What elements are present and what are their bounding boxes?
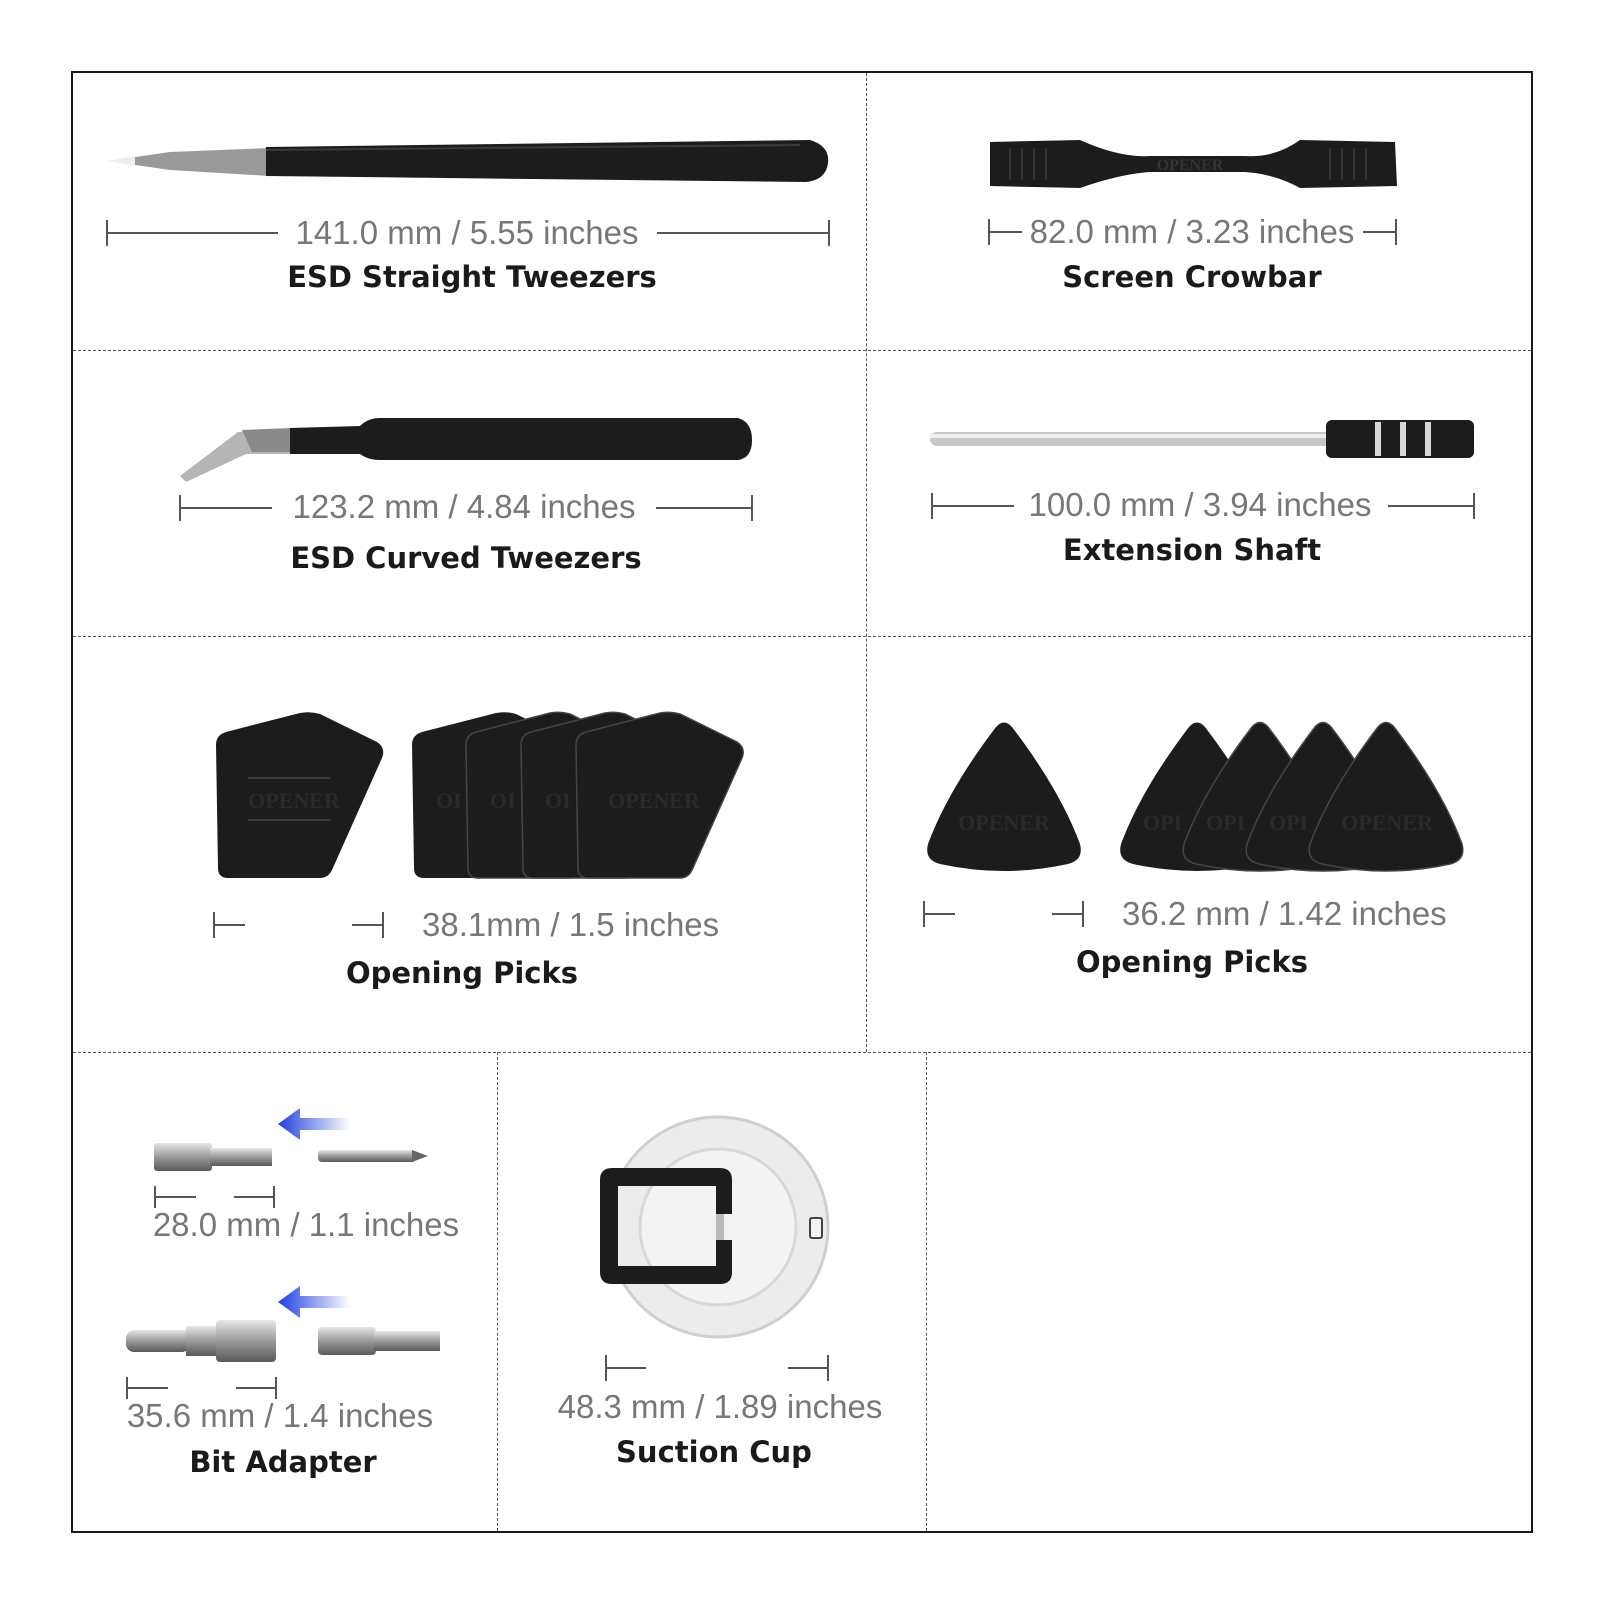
dimension-label: 82.0 mm / 3.23 inches [1029, 213, 1355, 250]
pick-engraving: OI [545, 788, 571, 813]
pick-engraving: OI [436, 788, 462, 813]
product-name: Bit Adapter [189, 1445, 377, 1479]
product-name: ESD Straight Tweezers [287, 260, 657, 294]
dimension-label: 28.0 mm / 1.1 inches [152, 1206, 460, 1243]
product-name: Extension Shaft [1062, 533, 1322, 567]
crowbar-engraving: OPENER [1156, 157, 1224, 174]
suction-cup-image [600, 1117, 828, 1337]
product-name: ESD Curved Tweezers [290, 541, 642, 575]
pick-engraving: OI [490, 788, 516, 813]
pick-engraving: OPI [1143, 810, 1183, 835]
pick-engraving: OPI [1206, 810, 1246, 835]
product-name: Opening Picks [345, 956, 579, 990]
dimension-line [606, 1355, 828, 1381]
pick-engraving: OPENER [608, 788, 700, 813]
dimension-label: 100.0 mm / 3.94 inches [1028, 486, 1372, 523]
pick-engraving: OPENER [248, 788, 340, 813]
product-name: Screen Crowbar [1062, 260, 1322, 294]
pick-engraving: OPENER [1341, 810, 1433, 835]
pick-engraving: OPENER [958, 810, 1050, 835]
pick-engraving: OPI [1269, 810, 1309, 835]
product-name: Opening Picks [1075, 945, 1309, 979]
product-name: Suction Cup [616, 1435, 812, 1469]
dimension-label: 48.3 mm / 1.89 inches [557, 1388, 883, 1425]
dimension-label: 36.2 mm / 1.42 inches [1122, 895, 1447, 932]
dimension-label: 141.0 mm / 5.55 inches [295, 214, 639, 251]
dimension-label: 35.6 mm / 1.4 inches [126, 1397, 434, 1434]
dimension-label: 123.2 mm / 4.84 inches [292, 488, 636, 525]
dimension-label: 38.1mm / 1.5 inches [422, 906, 720, 943]
